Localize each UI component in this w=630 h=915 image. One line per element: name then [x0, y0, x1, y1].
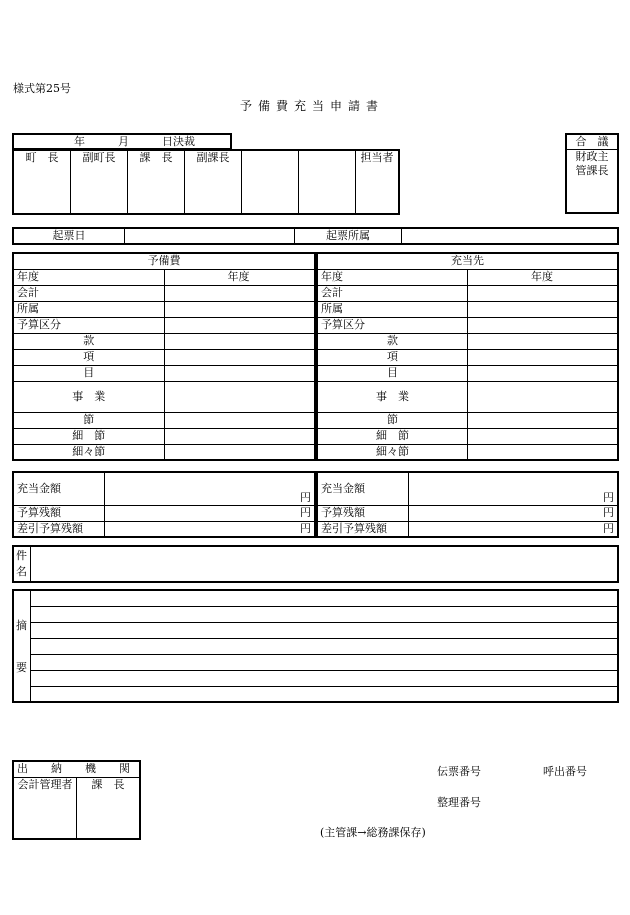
treasury-section-chief: 課 長 — [77, 777, 141, 839]
issue-affiliation-label: 起票所属 — [295, 228, 402, 244]
summary-label — [13, 590, 31, 702]
allocation-header: 充当先 — [317, 253, 618, 269]
approval-col-staff: 担当者 — [356, 150, 400, 214]
subject-table — [12, 545, 619, 583]
page-title: 予備費充当申請書 — [240, 99, 385, 113]
allocation-field[interactable] — [468, 349, 619, 365]
treasury-header: 出 納 機 関 — [13, 761, 140, 777]
slip-number-label: 伝票番号 — [437, 765, 481, 778]
amount-label: 充当金額 — [13, 472, 105, 505]
summary-label-char: 要 — [16, 661, 27, 674]
allocation-fiscal-year-field[interactable] — [468, 269, 619, 285]
net-budget-remaining-field[interactable] — [409, 521, 619, 537]
reserve-row-label: 細 節 — [13, 428, 164, 444]
allocation-row-label: 目 — [317, 365, 468, 381]
reserve-field[interactable] — [164, 444, 315, 460]
reserve-row-label: 会計 — [13, 285, 164, 301]
reserve-row-label: 項 — [13, 349, 164, 365]
decision-date-label: 年 月 日決裁 — [74, 135, 195, 148]
allocation-row-label: 会計 — [317, 285, 468, 301]
allocation-row-label: 所属 — [317, 301, 468, 317]
consultation-table — [565, 133, 619, 214]
amount-label: 予算残額 — [13, 505, 105, 521]
summary-line[interactable] — [31, 590, 619, 606]
subject-label-char: 名 — [16, 565, 27, 578]
treasury-table — [12, 760, 141, 840]
approval-col-section-chief: 課 長 — [128, 150, 185, 214]
amount-label: 予算残額 — [317, 505, 409, 521]
summary-line[interactable] — [31, 686, 619, 702]
reserve-field[interactable] — [164, 349, 315, 365]
reserve-row-label: 予算区分 — [13, 317, 164, 333]
subject-label — [13, 546, 31, 582]
yen-unit: 円 — [603, 521, 614, 535]
subject-field[interactable] — [31, 546, 619, 582]
reserve-fiscal-year-field[interactable] — [164, 269, 315, 285]
allocation-row-label: 細々節 — [317, 444, 468, 460]
amounts-right-table — [316, 471, 619, 538]
allocation-field[interactable] — [468, 381, 619, 412]
treasury-accountant: 会計管理者 — [13, 777, 77, 839]
reserve-row-label: 目 — [13, 365, 164, 381]
yen-unit: 円 — [300, 521, 311, 535]
approval-table — [12, 149, 400, 215]
issue-affiliation-field[interactable] — [402, 228, 619, 244]
reserve-field[interactable] — [164, 317, 315, 333]
subject-label-char: 件 — [16, 549, 27, 562]
arrangement-number-label: 整理番号 — [437, 796, 481, 809]
storage-note: (主管課→総務課保存) — [320, 826, 426, 839]
issue-date-label: 起票日 — [13, 228, 125, 244]
reserve-table — [12, 252, 316, 461]
reserve-field[interactable] — [164, 333, 315, 349]
summary-line[interactable] — [31, 622, 619, 638]
amount-label: 差引予算残額 — [13, 521, 105, 537]
allocation-field[interactable] — [468, 444, 619, 460]
reserve-field[interactable] — [164, 412, 315, 428]
allocation-row-label: 項 — [317, 349, 468, 365]
amounts-left-table — [12, 471, 316, 538]
consultation-header: 合 議 — [566, 134, 618, 150]
reserve-field[interactable] — [164, 285, 315, 301]
allocation-row-label: 細 節 — [317, 428, 468, 444]
reserve-field[interactable] — [164, 301, 315, 317]
issue-date-field[interactable] — [125, 228, 295, 244]
reserve-row-label: 年度 — [13, 269, 164, 285]
reserve-field[interactable] — [164, 381, 315, 412]
reserve-row-label: 所属 — [13, 301, 164, 317]
summary-line[interactable] — [31, 606, 619, 622]
allocation-row-label: 事 業 — [317, 381, 468, 412]
budget-remaining-field[interactable] — [409, 505, 619, 521]
allocation-field[interactable] — [468, 301, 619, 317]
approval-col-mayor: 町 長 — [13, 150, 71, 214]
allocation-amount-field[interactable] — [105, 472, 316, 505]
allocation-field[interactable] — [468, 365, 619, 381]
yen-unit: 円 — [603, 490, 614, 504]
reserve-row-label: 款 — [13, 333, 164, 349]
allocation-row-label: 節 — [317, 412, 468, 428]
allocation-row-label: 年度 — [317, 269, 468, 285]
approval-col-deputy-chief: 副課長 — [185, 150, 242, 214]
allocation-field[interactable] — [468, 333, 619, 349]
approval-col-blank-2[interactable] — [299, 150, 356, 214]
reserve-fiscal-year-suffix: 年度 — [227, 269, 250, 283]
form-number: 様式第25号 — [13, 82, 71, 95]
yen-unit: 円 — [300, 505, 311, 519]
allocation-field[interactable] — [468, 428, 619, 444]
budget-remaining-field[interactable] — [105, 505, 316, 521]
net-budget-remaining-field[interactable] — [105, 521, 316, 537]
allocation-field[interactable] — [468, 317, 619, 333]
allocation-field[interactable] — [468, 412, 619, 428]
call-number-label: 呼出番号 — [543, 765, 587, 778]
yen-unit: 円 — [603, 505, 614, 519]
allocation-fiscal-year-suffix: 年度 — [531, 269, 553, 283]
summary-label-char: 摘 — [16, 619, 27, 632]
summary-line[interactable] — [31, 654, 619, 670]
summary-line[interactable] — [31, 670, 619, 686]
reserve-header: 予備費 — [13, 253, 315, 269]
allocation-row-label: 款 — [317, 333, 468, 349]
consultation-finance-chief: 財政主 管課長 — [566, 150, 618, 214]
allocation-table — [316, 252, 619, 461]
reserve-field[interactable] — [164, 365, 315, 381]
amount-label: 充当金額 — [317, 472, 409, 505]
reserve-field[interactable] — [164, 428, 315, 444]
reserve-row-label: 細々節 — [13, 444, 164, 460]
reserve-row-label: 節 — [13, 412, 164, 428]
summary-line[interactable] — [31, 638, 619, 654]
approval-header-box — [12, 133, 232, 149]
allocation-amount-field[interactable] — [409, 472, 619, 505]
allocation-field[interactable] — [468, 285, 619, 301]
reserve-row-label: 事 業 — [13, 381, 164, 412]
yen-unit: 円 — [300, 490, 311, 504]
approval-col-deputy-mayor: 副町長 — [71, 150, 128, 214]
allocation-row-label: 予算区分 — [317, 317, 468, 333]
issue-table — [12, 227, 619, 245]
approval-col-blank-1[interactable] — [242, 150, 299, 214]
amount-label: 差引予算残額 — [317, 521, 409, 537]
summary-table — [12, 589, 619, 703]
